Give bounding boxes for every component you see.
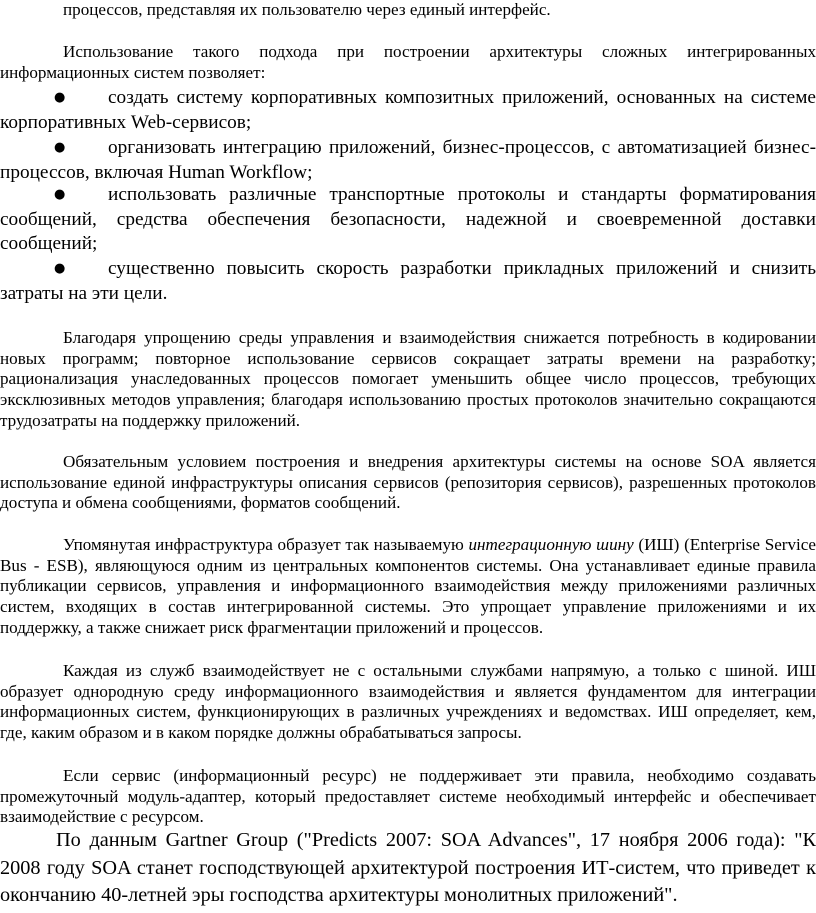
bus-text-before: Упомянутая инфраструктура образует так называемую — [63, 535, 469, 554]
paragraph-services: Каждая из служб взаимодействует не с остальными службами напрямую, а только с шиной. ИШ образует однородную среду информационного взаимодействия и является фундаментом для интеграции информационных систем, функционирующих в различных учреждениях и ведомствах. ИШ определяет, кем, где, каким образом и в каком порядке должны обрабатываться запросы. — [0, 661, 816, 743]
bus-emphasis: интеграционную шину — [468, 535, 634, 554]
bus-text-after: (ИШ) (Enterprise Service Bus - ESB), являющуюся одним из центральных компонентов системы. Она устанавливает единые правила публикации сервисов, управления и информационного взаимодействия между приложениями различных систем, входящих в состав интегрированной системы. Это упрощает управление приложениями и их поддержку, а также снижает риск фрагментации приложений и процессов. — [0, 535, 816, 637]
paragraph-simplification: Благодаря упрощению среды управления и взаимодействия снижается потребность в кодировании новых программ; повторное использование сервисов сокращает затраты времени на разработку; рационализация унаследованных процессов помогает уменьшить общее число процессов, требующих эксклюзивных методов управления; благодаря использованию простых протоколов значительно сокращаются трудозатраты на поддержку приложений. — [0, 328, 816, 430]
paragraph-bus — [0, 535, 816, 639]
bullet-dot-icon: ● — [54, 261, 66, 276]
paragraph-gartner: По данным Gartner Group ("Predicts 2007: SOA Advances", 17 ноября 2006 года): "К 2008 году SOA станет господствующей архитектурой построения ИТ-систем, что приведет к окончанию 40-летней эры господства архитектуры монолитных приложений". — [0, 829, 816, 906]
bullet-text: использовать различные транспортные протоколы и стандарты форматирования сообщений, средства обеспечения безопасности, надежной и своевременной доставки сообщений; — [0, 184, 816, 254]
bullet-text: организовать интеграцию приложений, бизнес-процессов, с автоматизацией бизнес-процессов, включая Human Workflow; — [0, 137, 816, 183]
paragraph-intro: Использование такого подхода при построении архитектуры сложных интегрированных информационных систем позволяет: — [0, 42, 816, 82]
bullet-dot-icon: ● — [54, 140, 66, 155]
bullet-dot-icon: ● — [54, 90, 66, 105]
bullet-text: создать систему корпоративных композитных приложений, основанных на системе корпоративных Web-сервисов; — [0, 87, 816, 133]
paragraph-top-line: процессов, представляя их пользователю через единый интерфейс. — [63, 0, 551, 19]
paragraph-condition: Обязательным условием построения и внедрения архитектуры системы на основе SOA является использование единой инфраструктуры описания сервисов (репозитория сервисов), разрешенных протоколов доступа и обмена сообщениями, форматов сообщений. — [0, 452, 816, 513]
bullet-text: существенно повысить скорость разработки прикладных приложений и снизить затраты на эти цели. — [0, 258, 816, 304]
paragraph-adapter: Если сервис (информационный ресурс) не поддерживает эти правила, необходимо создавать промежуточный модуль-адаптер, который предоставляет системе необходимый интерфейс и обеспечивает взаимодействие с ресурсом. — [0, 766, 816, 827]
bullet-dot-icon: ● — [54, 187, 66, 202]
